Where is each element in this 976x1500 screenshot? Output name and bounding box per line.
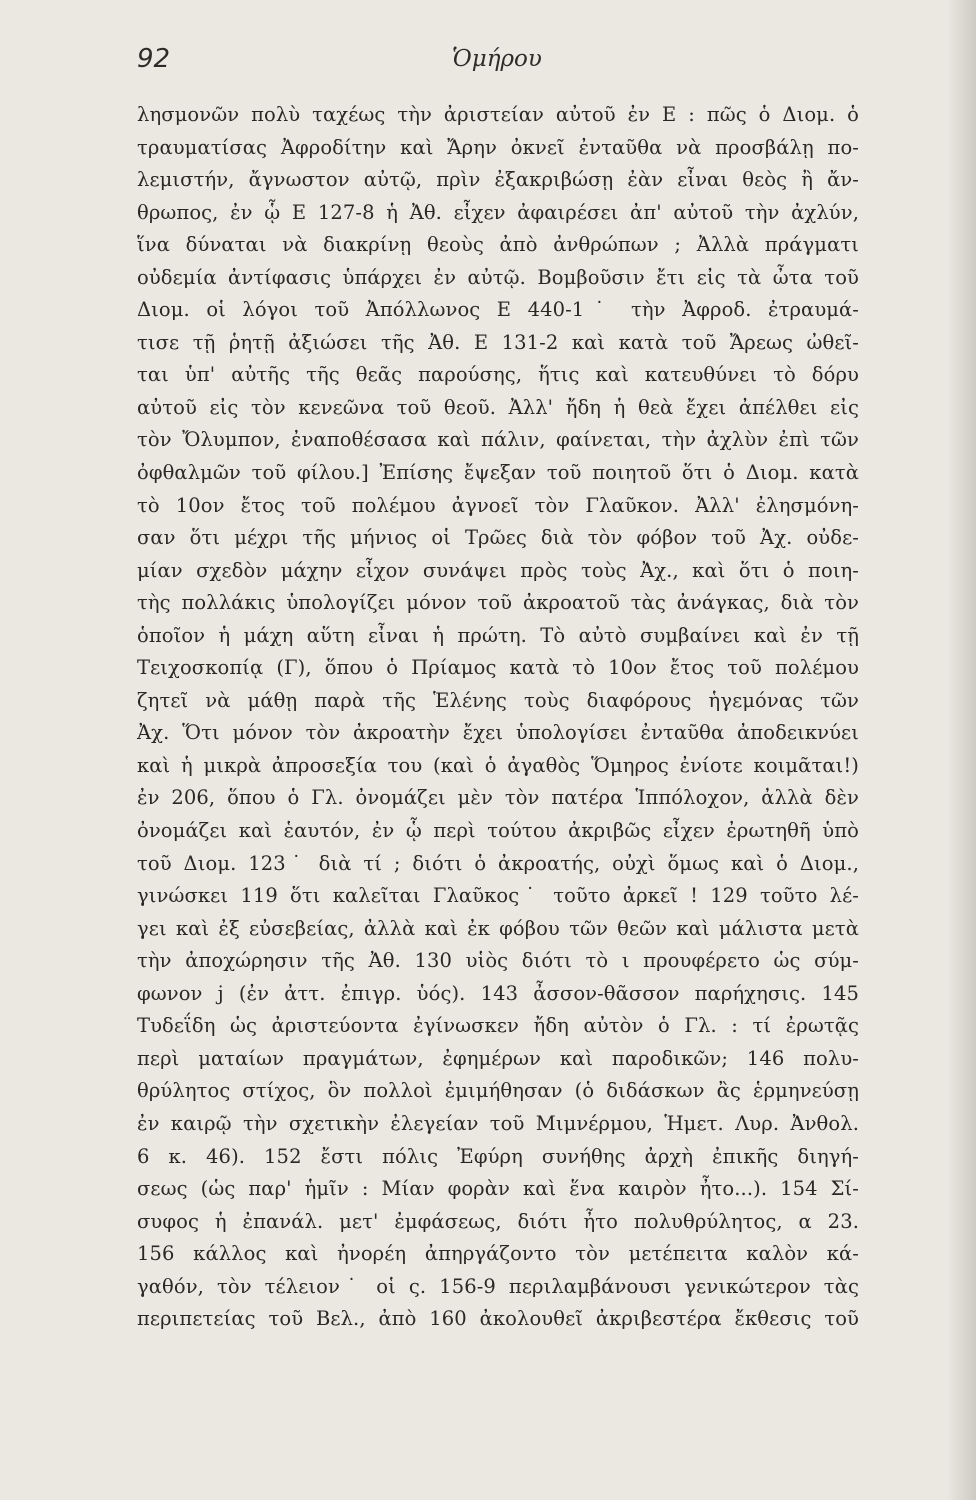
- text-line: ται ὑπ' αὐτῆς τῆς θεᾶς παρούσης, ἥτις καὶ κατευθύνει τὸ δόρυ: [137, 363, 859, 387]
- text-line: τὴς πολλάκις ὑπολογίζει μόνον τοῦ ἀκροατοῦ τὰς ἀνάγκας, διὰ τὸν: [137, 591, 859, 615]
- text-line: τραυματίσας Ἀφροδίτην καὶ Ἄρην ὀκνεῖ ἐνταῦθα νὰ προσβάλῃ πο-: [137, 135, 859, 159]
- text-line: καὶ ἡ μικρὰ ἀπροσεξία του (καὶ ὁ ἀγαθὸς Ὅμηρος ἐνίοτε κοιμᾶται!): [137, 753, 859, 777]
- text-line: ἐν καιρῷ τὴν σχετικὴν ἐλεγείαν τοῦ Μιμνέρμου, Ἡμετ. Λυρ. Ἀνθολ.: [137, 1111, 859, 1135]
- text-line: ὀνομάζει καὶ ἑαυτόν, ἐν ᾧ περὶ τούτου ἀκριβῶς εἶχεν ἐρωτηθῆ ὑπὸ: [137, 819, 859, 843]
- text-line: Ἀχ. Ὅτι μόνον τὸν ἀκροατὴν ἔχει ὑπολογίσει ἐνταῦθα ἀποδεικνύει: [137, 721, 859, 745]
- text-line: ζητεῖ νὰ μάθῃ παρὰ τῆς Ἑλένης τοὺς διαφόρους ἡγεμόνας τῶν: [137, 688, 859, 712]
- text-line: αὐτοῦ εἰς τὸν κενεῶνα τοῦ θεοῦ. Ἀλλ' ἤδη ἡ θεὰ ἔχει ἀπέλθει εἰς: [137, 395, 859, 419]
- text-line: θρωπος, ἐν ᾧ Ε 127-8 ἡ Ἀθ. εἶχεν ἀφαιρέσει ἀπ' αὐτοῦ τὴν ἀχλύν,: [137, 200, 859, 224]
- text-line: σεως (ὡς παρ' ἡμῖν : Μίαν φορὰν καὶ ἕνα καιρὸν ἦτο...). 154 Σί-: [137, 1177, 859, 1201]
- text-line: γαθόν, τὸν τέλειον˙ οἱ ς. 156-9 περιλαμβάνουσι γενικώτερον τὰς: [137, 1274, 859, 1298]
- text-line: σαν ὅτι μέχρι τῆς μήνιος οἱ Τρῶες διὰ τὸν φόβον τοῦ Ἀχ. οὐδε-: [137, 526, 859, 550]
- text-line: ὀφθαλμῶν τοῦ φίλου.] Ἐπίσης ἔψεξαν τοῦ ποιητοῦ ὅτι ὁ Διομ. κατὰ: [137, 461, 859, 485]
- text-line: τὴν ἀποχώρησιν τῆς Ἀθ. 130 υἱὸς διότι τὸ ι προυφέρετο ὡς σύμ-: [137, 949, 859, 973]
- text-line: τὸν Ὄλυμπον, ἐναποθέσασα καὶ πάλιν, φαίνεται, τὴν ἀχλὺν ἐπὶ τῶν: [137, 428, 859, 452]
- text-line: Τειχοσκοπίᾳ (Γ), ὅπου ὁ Πρίαμος κατὰ τὸ 10ον ἔτος τοῦ πολέμου: [137, 656, 859, 680]
- running-title: Ὁμήρου: [452, 46, 542, 72]
- text-line: 6 κ. 46). 152 ἔστι πόλις Ἐφύρη συνήθης ἀρχὴ ἐπικῆς διηγή-: [137, 1144, 859, 1168]
- page-number: 92: [137, 44, 171, 74]
- text-line: τισε τῇ ῥητῇ ἀξιώσει τῆς Ἀθ. Ε 131-2 καὶ κατὰ τοῦ Ἄρεως ὠθεῖ-: [137, 330, 859, 354]
- text-line: τὸ 10ον ἔτος τοῦ πολέμου ἀγνοεῖ τὸν Γλαῦκον. Ἀλλ' ἐλησμόνη-: [137, 493, 859, 517]
- commentary-text: [137, 99, 859, 1336]
- text-line: οὐδεμία ἀντίφασις ὑπάρχει ἐν αὐτῷ. Βομβοῦσιν ἔτι εἰς τὰ ὦτα τοῦ: [137, 265, 859, 289]
- text-line: λησμονῶν πολὺ ταχέως τὴν ἀριστείαν αὐτοῦ ἐν Ε : πῶς ὁ Διομ. ὁ: [137, 103, 859, 126]
- text-line: περὶ ματαίων πραγμάτων, ἐφημέρων καὶ παροδικῶν; 146 πολυ-: [137, 1046, 859, 1070]
- text-line: ἐν 206, ὅπου ὁ Γλ. ὀνομάζει μὲν τὸν πατέρα Ἱππόλοχον, ἀλλὰ δὲν: [137, 786, 859, 810]
- page-edge-shadow: [946, 0, 976, 1500]
- text-line: μίαν σχεδὸν μάχην εἶχον συνάψει πρὸς τοὺς Ἀχ., καὶ ὅτι ὁ ποιη-: [137, 558, 859, 582]
- text-line: Τυδεΐδη ὡς ἀριστεύοντα ἐγίνωσκεν ἤδη αὐτὸν ὁ Γλ. : τί ἐρωτᾷς: [137, 1014, 859, 1038]
- text-line: ἵνα δύναται νὰ διακρίνῃ θεοὺς ἀπὸ ἀνθρώπων ; Ἀλλὰ πράγματι: [137, 233, 859, 257]
- text-line: ὁποῖον ἡ μάχη αὕτη εἶναι ἡ πρώτη. Τὸ αὐτὸ συμβαίνει καὶ ἐν τῇ: [137, 623, 859, 647]
- text-line: τοῦ Διομ. 123˙ διὰ τί ; διότι ὁ ἀκροατής, οὐχὶ ὅμως καὶ ὁ Διομ.,: [137, 851, 859, 875]
- text-line: γινώσκει 119 ὅτι καλεῖται Γλαῦκος˙ τοῦτο ἀρκεῖ ! 129 τοῦτο λέ-: [137, 884, 859, 908]
- text-line: λεμιστήν, ἄγνωστον αὐτῷ, πρὶν ἐξακριβώσῃ ἐὰν εἶναι θεὸς ἢ ἄν-: [137, 168, 859, 192]
- text-line: περιπετείας τοῦ Βελ., ἀπὸ 160 ἀκολουθεῖ ἀκριβεστέρα ἔκθεσις τοῦ: [137, 1307, 859, 1331]
- text-line: 156 κάλλος καὶ ἠνορέη ἀπηργάζοντο τὸν μετέπειτα καλὸν κά-: [137, 1242, 859, 1266]
- text-line: φωνον j (ἐν ἀττ. ἐπιγρ. ὑός). 143 ἆσσον-θᾶσσον παρήχησις. 145: [137, 981, 859, 1005]
- running-head: [137, 44, 857, 84]
- text-line: γει καὶ ἐξ εὐσεβείας, ἀλλὰ καὶ ἐκ φόβου τῶν θεῶν καὶ μάλιστα μετὰ: [137, 916, 859, 940]
- text-line: συφος ἡ ἐπανάλ. μετ' ἐμφάσεως, διότι ἦτο πολυθρύλητος, α 23.: [137, 1209, 859, 1233]
- text-line: θρύλητος στίχος, ὃν πολλοὶ ἐμιμήθησαν (ὁ διδάσκων ἂς ἑρμηνεύσῃ: [137, 1079, 859, 1103]
- text-line: Διομ. οἱ λόγοι τοῦ Ἀπόλλωνος Ε 440-1˙ τὴν Ἀφροδ. ἐτραυμά-: [137, 298, 859, 322]
